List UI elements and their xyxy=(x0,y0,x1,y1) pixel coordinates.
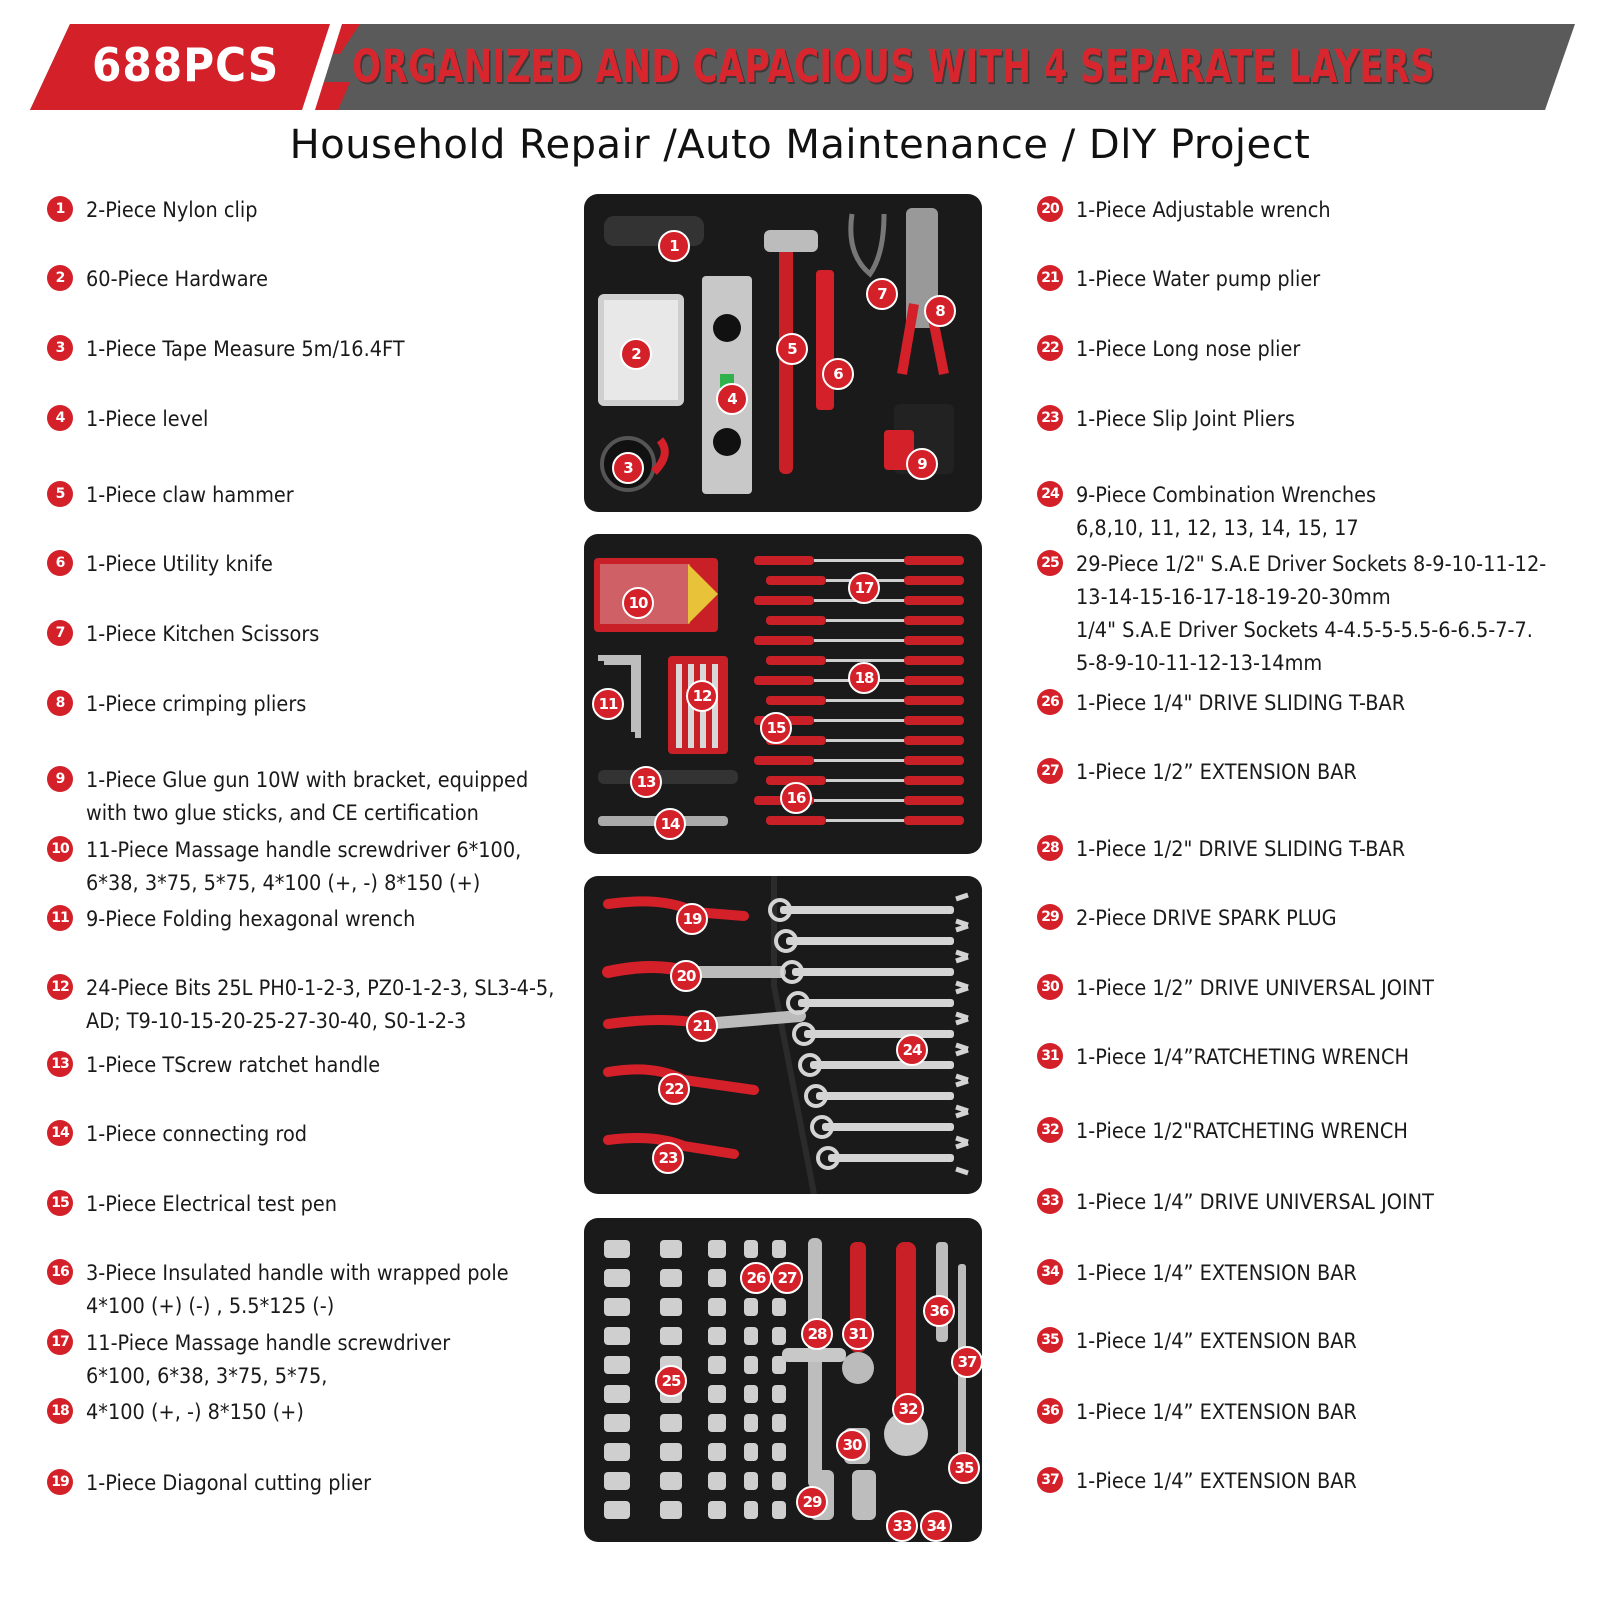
item-description xyxy=(86,479,294,512)
item-number-badge: 13 xyxy=(47,1051,73,1077)
tray-marker-31: 31 xyxy=(842,1318,874,1350)
item-description-line: 1-Piece 1/4” EXTENSION BAR xyxy=(1076,1329,1357,1353)
tray-marker-23: 23 xyxy=(652,1142,684,1174)
item-number-badge: 25 xyxy=(1037,550,1063,576)
item-description-line: AD; T9-10-15-20-25-27-30-40, S0-1-2-3 xyxy=(86,1009,467,1033)
item-description xyxy=(86,1188,337,1221)
item-number-badge: 18 xyxy=(47,1398,73,1424)
item-number-badge: 14 xyxy=(47,1120,73,1146)
item-description-line: with two glue sticks, and CE certification xyxy=(86,801,479,825)
list-item xyxy=(1037,548,1587,680)
item-description-line: 60-Piece Hardware xyxy=(86,267,268,291)
tray-marker-8: 8 xyxy=(924,295,956,327)
tray-marker-10: 10 xyxy=(622,587,654,619)
item-number-badge: 37 xyxy=(1037,1467,1063,1493)
item-description-line: 1-Piece Tape Measure 5m/16.4FT xyxy=(86,337,405,361)
list-item xyxy=(1037,756,1381,789)
tray-marker-9: 9 xyxy=(906,448,938,480)
item-description xyxy=(1076,833,1405,866)
banner-headline: ORGANIZED AND CAPACIOUS WITH 4 SEPARATE LAYERS xyxy=(352,40,1436,93)
list-item xyxy=(47,1257,545,1323)
header-banner xyxy=(30,24,1575,110)
item-description xyxy=(1076,548,1546,680)
item-description-line: 1/4" S.A.E Driver Sockets 4-4.5-5-5.5-6-6.5-7-7. xyxy=(1076,618,1533,642)
item-description-line: 5-8-9-10-11-12-13-14mm xyxy=(1076,651,1323,675)
list-item xyxy=(47,194,272,227)
item-description-line: 2-Piece DRIVE SPARK PLUG xyxy=(1076,906,1337,930)
item-description xyxy=(1076,1465,1357,1498)
item-number-badge: 7 xyxy=(47,620,73,646)
item-description-line: 1-Piece 1/4” EXTENSION BAR xyxy=(1076,1400,1357,1424)
item-number-badge: 33 xyxy=(1037,1188,1063,1214)
item-number-badge: 21 xyxy=(1037,265,1063,291)
item-description-line: 1-Piece 1/4”RATCHETING WRENCH xyxy=(1076,1045,1410,1069)
tray-marker-19: 19 xyxy=(676,903,708,935)
item-number-badge: 15 xyxy=(47,1190,73,1216)
item-description xyxy=(86,834,521,900)
item-number-badge: 2 xyxy=(47,265,73,291)
tray-marker-20: 20 xyxy=(670,960,702,992)
list-item xyxy=(1037,479,1402,545)
item-description xyxy=(86,194,257,227)
list-item xyxy=(1037,194,1353,227)
item-number-badge: 12 xyxy=(47,974,73,1000)
item-description xyxy=(1076,902,1337,935)
item-description-line: 1-Piece 1/2" DRIVE SLIDING T-BAR xyxy=(1076,837,1406,861)
item-description-line: 1-Piece claw hammer xyxy=(86,483,294,507)
tray-3-tools-illustration xyxy=(584,876,982,1194)
list-item xyxy=(1037,1186,1465,1219)
list-item xyxy=(47,618,340,651)
list-item xyxy=(47,1327,482,1393)
item-description-line: 1-Piece Electrical test pen xyxy=(86,1192,337,1216)
item-number-badge: 8 xyxy=(47,690,73,716)
tray-marker-3: 3 xyxy=(612,452,644,484)
item-description-line: 6*100, 6*38, 3*75, 5*75, xyxy=(86,1364,328,1388)
item-description xyxy=(86,618,319,651)
list-item xyxy=(1037,263,1341,296)
list-item xyxy=(47,548,289,581)
item-description-line: 3-Piece Insulated handle with wrapped pole xyxy=(86,1261,509,1285)
list-item xyxy=(47,1188,359,1221)
list-item xyxy=(47,903,444,936)
tray-marker-18: 18 xyxy=(848,662,880,694)
item-number-badge: 32 xyxy=(1037,1117,1063,1143)
item-description xyxy=(86,1327,450,1393)
list-item xyxy=(1037,687,1434,720)
piece-count-badge: 688PCS xyxy=(92,38,280,92)
item-number-badge: 5 xyxy=(47,481,73,507)
item-description-line: 1-Piece Kitchen Scissors xyxy=(86,622,320,646)
item-description xyxy=(86,972,554,1038)
tray-marker-17: 17 xyxy=(848,572,880,604)
tray-layer-3 xyxy=(584,876,982,1194)
tray-marker-5: 5 xyxy=(776,333,808,365)
item-description xyxy=(1076,1325,1357,1358)
item-description xyxy=(86,764,528,830)
item-number-badge: 3 xyxy=(47,335,73,361)
list-item xyxy=(47,1396,323,1429)
tray-marker-28: 28 xyxy=(801,1318,833,1350)
item-description-line: 1-Piece TScrew ratchet handle xyxy=(86,1053,381,1077)
item-number-badge: 11 xyxy=(47,905,73,931)
item-number-badge: 28 xyxy=(1037,835,1063,861)
item-description xyxy=(1076,756,1357,789)
item-description-line: 6,8,10, 11, 12, 13, 14, 15, 17 xyxy=(1076,516,1359,540)
item-number-badge: 26 xyxy=(1037,689,1063,715)
list-item xyxy=(47,263,284,296)
item-description-line: 11-Piece Massage handle screwdriver 6*100, xyxy=(86,838,522,862)
item-description xyxy=(86,1118,307,1151)
item-description xyxy=(1076,1186,1434,1219)
item-description xyxy=(1076,479,1376,545)
tray-marker-1: 1 xyxy=(658,230,690,262)
item-number-badge: 17 xyxy=(47,1329,73,1355)
item-description xyxy=(1076,194,1331,227)
item-description-line: 1-Piece connecting rod xyxy=(86,1122,308,1146)
tray-marker-6: 6 xyxy=(822,358,854,390)
tray-marker-24: 24 xyxy=(896,1034,928,1066)
list-item xyxy=(47,333,432,366)
list-item xyxy=(47,764,567,830)
tray-marker-26: 26 xyxy=(740,1262,772,1294)
tray-marker-11: 11 xyxy=(592,688,624,720)
tray-marker-7: 7 xyxy=(866,278,898,310)
item-description xyxy=(1076,1396,1357,1429)
item-description xyxy=(86,1257,509,1323)
item-description-line: 29-Piece 1/2" S.A.E Driver Sockets 8-9-10-11-12- xyxy=(1076,552,1547,576)
item-number-badge: 20 xyxy=(1037,196,1063,222)
page-subtitle: Household Repair /Auto Maintenance / DlY Project xyxy=(289,122,1311,168)
item-description xyxy=(86,263,268,296)
tray-marker-34: 34 xyxy=(920,1510,952,1542)
list-item xyxy=(47,972,595,1038)
item-description xyxy=(1076,333,1300,366)
tray-marker-29: 29 xyxy=(796,1486,828,1518)
item-description-line: 1-Piece Long nose plier xyxy=(1076,337,1301,361)
item-number-badge: 6 xyxy=(47,550,73,576)
tray-marker-13: 13 xyxy=(630,766,662,798)
item-description-line: 1-Piece 1/2” EXTENSION BAR xyxy=(1076,760,1357,784)
item-description-line: 1-Piece 1/4” EXTENSION BAR xyxy=(1076,1261,1357,1285)
item-description-line: 9-Piece Combination Wrenches xyxy=(1076,483,1377,507)
item-number-badge: 36 xyxy=(1037,1398,1063,1424)
item-description xyxy=(1076,1257,1357,1290)
item-number-badge: 22 xyxy=(1037,335,1063,361)
item-number-badge: 19 xyxy=(47,1469,73,1495)
item-number-badge: 34 xyxy=(1037,1259,1063,1285)
tray-marker-37: 37 xyxy=(951,1346,983,1378)
list-item xyxy=(47,1118,326,1151)
tray-marker-22: 22 xyxy=(658,1073,690,1105)
list-item xyxy=(47,403,219,436)
item-description-line: 1-Piece 1/4” EXTENSION BAR xyxy=(1076,1469,1357,1493)
tray-marker-33: 33 xyxy=(886,1510,918,1542)
list-item xyxy=(1037,403,1314,436)
item-description-line: 6*38, 3*75, 5*75, 4*100 (+, -) 8*150 (+) xyxy=(86,871,481,895)
item-description-line: 1-Piece 1/2” DRIVE UNIVERSAL JOINT xyxy=(1076,976,1434,1000)
tray-marker-21: 21 xyxy=(686,1010,718,1042)
tray-marker-2: 2 xyxy=(620,338,652,370)
list-item xyxy=(1037,333,1320,366)
item-description xyxy=(86,548,273,581)
tray-marker-27: 27 xyxy=(771,1262,803,1294)
item-description-line: 1-Piece 1/4" DRIVE SLIDING T-BAR xyxy=(1076,691,1406,715)
item-description-line: 1-Piece Utility knife xyxy=(86,552,273,576)
list-item xyxy=(47,479,312,512)
list-item xyxy=(1037,1325,1381,1358)
list-item xyxy=(1037,972,1465,1005)
item-description-line: 11-Piece Massage handle screwdriver xyxy=(86,1331,451,1355)
tray-marker-16: 16 xyxy=(780,782,812,814)
item-number-badge: 23 xyxy=(1037,405,1063,431)
tray-marker-4: 4 xyxy=(716,383,748,415)
item-description xyxy=(1076,1115,1408,1148)
item-description xyxy=(86,1467,371,1500)
item-description-line: 13-14-15-16-17-18-19-20-30mm xyxy=(1076,585,1391,609)
list-item xyxy=(1037,1257,1381,1290)
item-description-line: 1-Piece Diagonal cutting plier xyxy=(86,1471,372,1495)
item-description-line: 1-Piece crimping pliers xyxy=(86,692,307,716)
item-description xyxy=(1076,972,1434,1005)
item-number-badge: 16 xyxy=(47,1259,73,1285)
list-item xyxy=(1037,1115,1437,1148)
item-description-line: 4*100 (+) (-) , 5.5*125 (-) xyxy=(86,1294,335,1318)
list-item xyxy=(47,688,325,721)
list-item xyxy=(47,834,559,900)
item-description xyxy=(86,903,415,936)
item-description xyxy=(86,688,306,721)
item-description-line: 1-Piece 1/4” DRIVE UNIVERSAL JOINT xyxy=(1076,1190,1434,1214)
list-item xyxy=(1037,1465,1381,1498)
tray-marker-35: 35 xyxy=(948,1452,980,1484)
item-description-line: 1-Piece Glue gun 10W with bracket, equipped xyxy=(86,768,529,792)
item-description xyxy=(1076,403,1295,436)
item-number-badge: 9 xyxy=(47,766,73,792)
list-item xyxy=(47,1467,396,1500)
item-description xyxy=(86,403,208,436)
item-number-badge: 10 xyxy=(47,836,73,862)
item-description-line: 1-Piece 1/2"RATCHETING WRENCH xyxy=(1076,1119,1408,1143)
item-number-badge: 29 xyxy=(1037,904,1063,930)
item-description xyxy=(86,1396,304,1429)
tray-marker-25: 25 xyxy=(655,1365,687,1397)
item-description-line: 1-Piece Slip Joint Pliers xyxy=(1076,407,1295,431)
item-description-line: 2-Piece Nylon clip xyxy=(86,198,258,222)
list-item xyxy=(1037,833,1434,866)
item-number-badge: 31 xyxy=(1037,1043,1063,1069)
item-description-line: 1-Piece Adjustable wrench xyxy=(1076,198,1331,222)
item-number-badge: 1 xyxy=(47,196,73,222)
item-number-badge: 30 xyxy=(1037,974,1063,1000)
item-description-line: 1-Piece level xyxy=(86,407,209,431)
tray-marker-30: 30 xyxy=(836,1429,868,1461)
list-item xyxy=(1037,902,1359,935)
item-description xyxy=(86,1049,380,1082)
list-item xyxy=(1037,1396,1381,1429)
tray-marker-15: 15 xyxy=(760,712,792,744)
tray-marker-32: 32 xyxy=(892,1393,924,1425)
item-number-badge: 35 xyxy=(1037,1327,1063,1353)
item-number-badge: 27 xyxy=(1037,758,1063,784)
list-item xyxy=(47,1049,406,1082)
tray-marker-14: 14 xyxy=(654,808,686,840)
item-description xyxy=(1076,263,1320,296)
item-description-line: 9-Piece Folding hexagonal wrench xyxy=(86,907,416,931)
item-number-badge: 4 xyxy=(47,405,73,431)
item-description xyxy=(1076,1041,1409,1074)
tray-marker-36: 36 xyxy=(923,1295,955,1327)
item-description-line: 4*100 (+, -) 8*150 (+) xyxy=(86,1400,304,1424)
item-description-line: 24-Piece Bits 25L PH0-1-2-3, PZ0-1-2-3, SL3-4-5, xyxy=(86,976,555,1000)
item-number-badge: 24 xyxy=(1037,481,1063,507)
item-description-line: 1-Piece Water pump plier xyxy=(1076,267,1321,291)
item-description xyxy=(86,333,405,366)
list-item xyxy=(1037,1041,1438,1074)
tray-marker-12: 12 xyxy=(686,680,718,712)
item-description xyxy=(1076,687,1405,720)
